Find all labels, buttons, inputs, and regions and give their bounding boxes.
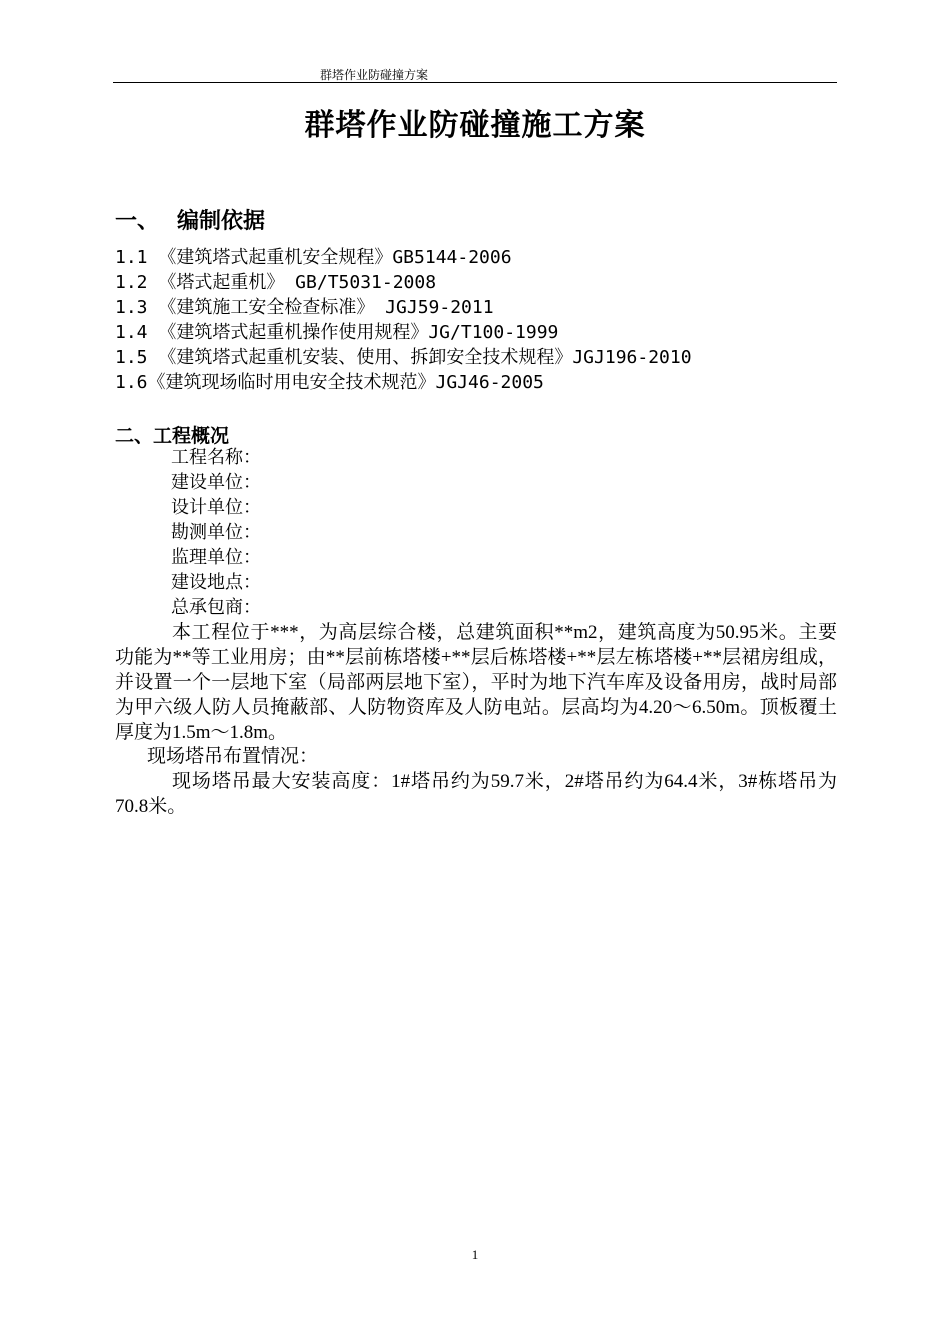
reference-list bbox=[115, 245, 692, 395]
document-title: 群塔作业防碰撞施工方案 bbox=[304, 108, 646, 143]
tower-crane-height-paragraph: 现场塔吊最大安装高度：1#塔吊约为59.7米，2#塔吊约为64.4米，3#栋塔吊为70.8米。 bbox=[115, 771, 837, 817]
field-project-name: 工程名称： bbox=[171, 447, 261, 468]
reference-item: 1.6《建筑现场临时用电安全技术规范》JGJ46-2005 bbox=[115, 372, 544, 393]
page-number: 1 bbox=[471, 1247, 479, 1262]
field-design-unit: 设计单位： bbox=[171, 497, 261, 518]
project-info-fields bbox=[171, 445, 261, 620]
reference-item: 1.5 《建筑塔式起重机安装、使用、拆卸安全技术规程》JGJ196-2010 bbox=[115, 347, 692, 368]
reference-item: 1.1 《建筑塔式起重机安全规程》GB5144-2006 bbox=[115, 247, 512, 268]
section-1-title: 编制依据 bbox=[177, 209, 266, 234]
section-1-heading bbox=[115, 204, 265, 235]
field-survey-unit: 勘测单位： bbox=[171, 522, 261, 543]
page-header-text: 群塔作业防碰撞方案 bbox=[320, 68, 429, 82]
header-divider bbox=[113, 82, 837, 83]
field-construction-site: 建设地点： bbox=[171, 572, 261, 593]
section-2-heading: 二、工程概况 bbox=[115, 425, 230, 447]
tower-crane-layout-heading: 现场塔吊布置情况： bbox=[147, 746, 319, 767]
field-supervision-unit: 监理单位： bbox=[171, 547, 261, 568]
reference-item: 1.3 《建筑施工安全检查标准》 JGJ59-2011 bbox=[115, 297, 494, 318]
reference-item: 1.2 《塔式起重机》 GB/T5031-2008 bbox=[115, 272, 437, 293]
section-1-number: 一、 bbox=[115, 209, 160, 234]
field-general-contractor: 总承包商： bbox=[171, 597, 261, 618]
field-construction-unit: 建设单位： bbox=[171, 472, 261, 493]
reference-item: 1.4 《建筑塔式起重机操作使用规程》JG/T100-1999 bbox=[115, 322, 559, 343]
project-overview-paragraph: 本工程位于***，为高层综合楼，总建筑面积**m2，建筑高度为50.95米。主要功能为**等工业用房；由**层前栋塔楼+**层后栋塔楼+**层左栋塔楼+**层裙房组成，并设置一个一层地下室（局部两层地下室），平时为地下汽车库及设备用房，战时局部为甲六级人防人员掩蔽部、人防物资库及人防电站。层高均为4.20～6.50m。顶板覆土厚度为1.5m～1.8m。 bbox=[115, 622, 837, 743]
